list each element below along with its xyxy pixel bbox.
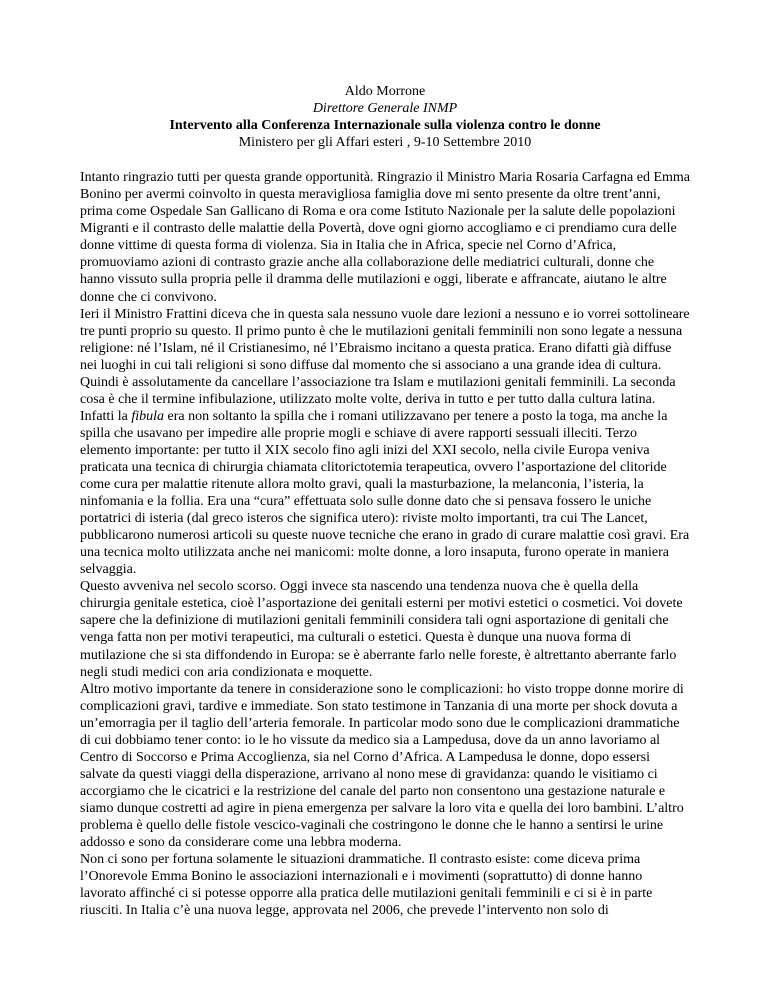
paragraph-3: Questo avveniva nel secolo scorso. Oggi invece sta nascendo una tendenza nuova che è quella della chirurgia genitale estetica, cioè l’asportazione dei genitali esterni per motivi estetici o cosmetici. Voi dovete sapere che la definizione di mutilazioni genitali femminili considera tali ogni asportazione di genitali che venga fatta non per motivi terapeutici, ma culturali o estetici. Questa è dunque una nuova forma di mutilazione che si sta diffondendo in Europa: se è aberrante farlo nelle foreste, è altrettanto aberrante farlo negli studi medici con aria condizionata e moquette.: [80, 579, 683, 680]
document-title: Intervento alla Conferenza Internazionale sulla violenza contro le donne: [169, 118, 601, 134]
paragraph-2-emphasis: fibula: [131, 408, 164, 424]
paragraph-5: Non ci sono per fortuna solamente le situazioni drammatiche. Il contrasto esiste: come diceva prima l’Onorevole Emma Bonino le associazioni internazionali e i movimenti (soprattutto) di donne hanno lavorato affinché ci si potesse opporre alla pratica delle mutilazioni genitali femminili e ci si è in parte riusciti. In Italia c’è una nuova legge, approvata nel 2006, che prevede l’intervento non solo di: [80, 852, 653, 919]
document-page: [80, 83, 690, 919]
header-spacer: [80, 151, 690, 169]
document-body: [80, 169, 690, 919]
document-header: [80, 83, 690, 151]
paragraph-4: Altro motivo importante da tenere in considerazione sono le complicazioni: ho visto troppe donne morire di complicazioni gravi, tardive e immediate. Son stato testimone in Tanzania di una morte per shock dovuta a un’emorragia per il taglio dell’arteria femorale. In particolar modo sono due le complicazioni drammatiche di cui dobbiamo tener conto: io le ho vissute da medico sia a Lampedusa, dove da un anno lavoriamo al Centro di Soccorso e Prima Accoglienza, sia nel Corno d’Africa. A Lampedusa le donne, dopo essersi salvate da questi viaggi della disperazione, arrivano al nono mese di gravidanza: quando le visitiamo ci accorgiamo che le cicatrici e la restrizione del canale del parto non consentono una gestazione naturale e siamo dunque costretti ad agire in piena emergenza per salvare la loro vita e quella dei loro bambini. L’altro problema è quello delle fistole vescico-vaginali che costringono le donne che le hanno a sentirsi le urine addosso e sono da considerare come una lebbra moderna.: [80, 681, 684, 851]
paragraph-2: [80, 306, 690, 579]
paragraph-2-part-b: era non soltanto la spilla che i romani utilizzavano per tenere a posto la toga, ma anche la spilla che usavano per impedire alle proprie mogli e schiave di avere rapporti sessuali illeciti. Terzo elemento importante: per tutto il XIX secolo fino agli inizi del XXI secolo, nella civile Europa veniva praticata una tecnica di chirurgia chiamata clitorictotemia terapeutica, ovvero l’asportazione del clitoride come cura per malattie ritenute allora molto gravi, quali la masturbazione, la melanconia, l’isteria, la ninfomania e la follia. Era una “cura” effettuata solo sulle donne dato che si pensava fossero le uniche portatrici di isteria (dal greco isteros che significa utero): riviste molto importanti, tra cui The Lancet, pubblicarono numerosi articoli su queste nuove tecniche che erano in grado di curare malattie così gravi. Era una tecnica molto utilizzata anche nei manicomi: molte donne, a loro insaputa, furono operate in maniera selvaggia.: [80, 408, 690, 578]
author-name: Aldo Morrone: [344, 84, 426, 99]
document-venue: Ministero per gli Affari esteri , 9-10 Settembre 2010: [238, 135, 532, 151]
author-role: Direttore Generale INMP: [312, 101, 458, 117]
paragraph-1: Intanto ringrazio tutti per questa grande opportunità. Ringrazio il Ministro Maria Rosaria Carfagna ed Emma Bonino per avermi coinvolto in questa meravigliosa famiglia dove mi sento presente da oltre trent’anni, prima come Ospedale San Gallicano di Roma e ora come Istituto Nazionale per la salute delle popolazioni Migranti e il contrasto delle malattie della Povertà, dove ogni giorno accogliamo e ci prendiamo cura delle donne vittime di questa forma di violenza. Sia in Italia che in Africa, specie nel Corno d’Africa, promuoviamo azioni di contrasto grazie anche alla collaborazione delle mediatrici culturali, donne che hanno vissuto sulla propria pelle il dramma delle mutilazioni e oggi, liberate e affrancate, aiutano le altre donne che ci convivono.: [80, 170, 690, 305]
paragraph-2-part-a: Ieri il Ministro Frattini diceva che in questa sala nessuno vuole dare lezioni a nessuno e io vorrei sottolineare tre punti proprio su questo. Il primo punto è che le mutilazioni genitali femminili non sono legate a nessuna religione: né l’Islam, né il Cristianesimo, né l’Ebraismo incitano a questa pratica. Erano difatti già diffuse nei luoghi in cui tali religioni si sono diffuse dal momento che si associano a una grande idea di cultura. Quindi è assolutamente da cancellare l’associazione tra Islam e mutilazioni genitali femminili. La seconda cosa è che il termine infibulazione, utilizzato molte volte, deriva in tutto e per tutto dalla cultura latina. Infatti la: [80, 306, 690, 424]
